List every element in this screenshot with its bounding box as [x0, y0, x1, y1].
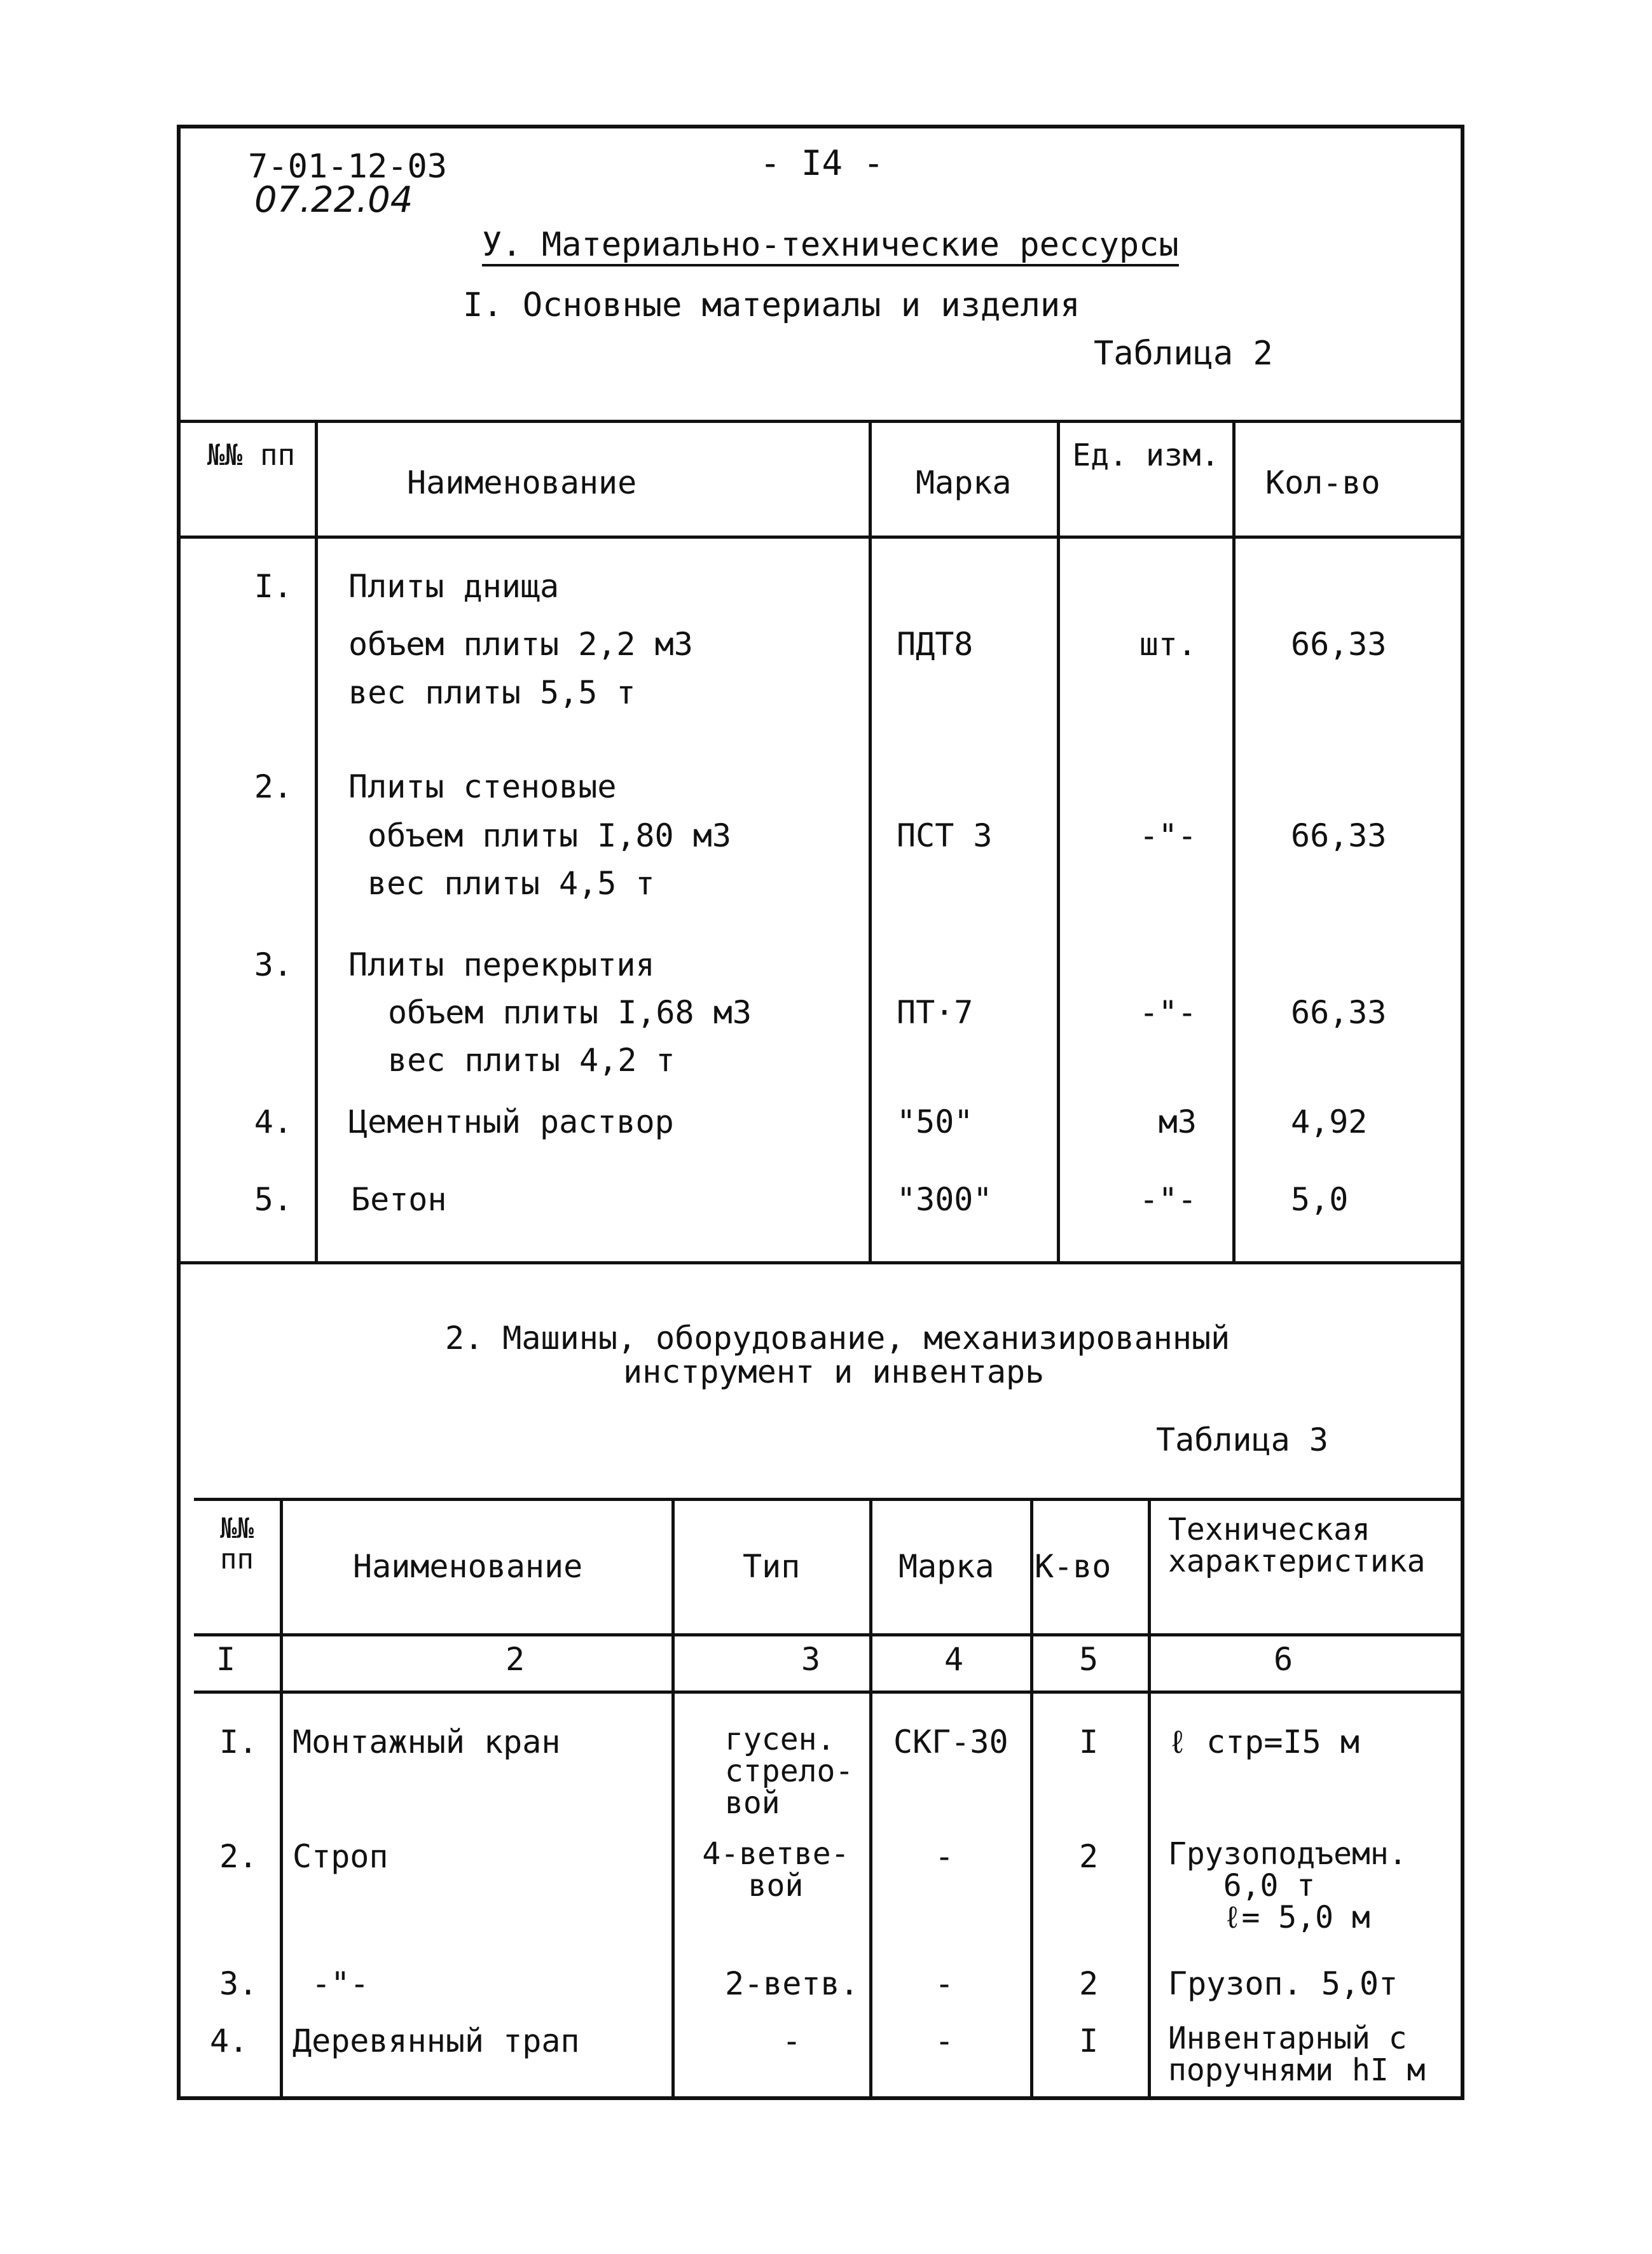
- table3-row-mark: -: [935, 2022, 954, 2059]
- table2-row-num: 5.: [254, 1181, 293, 1218]
- table3-colnum-divider: [194, 1690, 1464, 1694]
- table2-row-name: Бетон: [351, 1181, 447, 1218]
- table2-header-qty: Кол-во: [1265, 464, 1380, 501]
- table3-row-name: Строп: [293, 1838, 389, 1875]
- table2-row-name-detail: вес плиты 4,2 т: [388, 1042, 675, 1079]
- table2-row-mark: ПДТ8: [897, 626, 974, 663]
- table3-col-divider: [1030, 1498, 1033, 2100]
- table3-colnum: 3: [801, 1641, 821, 1678]
- table3-row-name: Монтажный кран: [293, 1724, 561, 1760]
- table3-row-type: гусен. стрело- вой: [725, 1722, 854, 1821]
- table3-row-mark: СКГ-30: [893, 1724, 1008, 1760]
- table2-row-unit: -"-: [1139, 994, 1197, 1031]
- table2-row-mark: ПТ·7: [897, 994, 974, 1031]
- table3-row-spec: ℓ стр=I5 м: [1168, 1724, 1359, 1760]
- table2-row-mark: ПСТ 3: [897, 817, 993, 854]
- table3-row-spec: Инвентарный с поручнями hI м: [1168, 2021, 1426, 2088]
- table2-row-name-detail: объем плиты 2,2 м3: [348, 626, 693, 663]
- page-number: - I4 -: [760, 143, 885, 183]
- table3-row-spec: Грузоп. 5,0т: [1168, 1965, 1398, 2002]
- table3-colnum: 2: [506, 1641, 525, 1678]
- table3-row-num: 3.: [219, 1965, 258, 2002]
- table2-row-name: Плиты стеновые: [348, 768, 617, 805]
- table2-col-divider: [869, 420, 872, 1262]
- table3-colnum: 4: [944, 1641, 964, 1678]
- table2-header-num: №№ пп: [207, 438, 296, 472]
- table2-row-unit: м3: [1158, 1103, 1197, 1140]
- table3-row-type: 4-ветве- вой: [702, 1836, 850, 1904]
- table2-col-divider: [1057, 420, 1060, 1262]
- table2-row-num: 2.: [254, 768, 293, 805]
- section2-title-line2: инструмент и инвентарь: [623, 1353, 1045, 1390]
- table2-header-mark: Марка: [916, 464, 1012, 501]
- section-subtitle: I. Основные материалы и изделия: [463, 286, 1080, 324]
- table3-row-type: 2-ветв.: [725, 1965, 859, 2002]
- table2-bottom-border: [177, 1261, 1464, 1264]
- table2-row-unit: -"-: [1139, 1181, 1197, 1218]
- table3-header-divider: [194, 1633, 1464, 1636]
- table3-header-spec: Техническая характеристика: [1168, 1512, 1426, 1579]
- table2-header-divider: [177, 536, 1464, 539]
- table3-colnum: 6: [1274, 1641, 1293, 1678]
- table3-row-qty: I: [1079, 2022, 1099, 2059]
- table2-col-divider: [1232, 420, 1236, 1262]
- table2-row-num: 3.: [254, 946, 293, 983]
- table3-header-qty: К-во: [1035, 1548, 1112, 1585]
- table2-col-divider: [315, 420, 318, 1262]
- table2-header-unit: Ед. изм.: [1072, 438, 1220, 473]
- table2-row-name-detail: объем плиты I,80 м3: [368, 817, 731, 854]
- table3-col-divider: [671, 1498, 675, 2100]
- doc-code: 7-01-12-03: [248, 148, 448, 186]
- table2-header-name: Наименование: [407, 464, 637, 501]
- table3-row-num: 4.: [210, 2022, 249, 2059]
- doc-code-handwritten: 07.22.04: [254, 179, 413, 221]
- table3-col-divider: [869, 1498, 872, 2100]
- table3-row-spec: Грузоподъемн. 6,0 т ℓ= 5,0 м: [1168, 1836, 1407, 1935]
- table3-colnum: I: [216, 1641, 236, 1678]
- table3-header-type: Тип: [743, 1548, 801, 1585]
- table2-label: Таблица 2: [1094, 335, 1273, 373]
- table2-row-qty: 66,33: [1291, 817, 1387, 854]
- table2-row-mark: "300": [897, 1181, 993, 1218]
- table2-row-num: 4.: [254, 1103, 293, 1140]
- table2-row-qty: 4,92: [1291, 1103, 1368, 1140]
- table3-row-num: I.: [219, 1724, 258, 1760]
- table3-row-type: -: [782, 2022, 802, 2059]
- table3-header-name: Наименование: [353, 1548, 583, 1585]
- table2-row-name: Плиты днища: [348, 568, 560, 605]
- table3-colnum: 5: [1079, 1641, 1099, 1678]
- table2-row-qty: 66,33: [1291, 994, 1387, 1031]
- table2-row-qty: 66,33: [1291, 626, 1387, 663]
- table3-row-qty: 2: [1079, 1965, 1099, 2002]
- table2-row-name: Плиты перекрытия: [348, 946, 655, 983]
- table3-row-qty: I: [1079, 1724, 1099, 1760]
- table2-row-name-detail: вес плиты 4,5 т: [368, 865, 655, 902]
- table2-row-name-detail: вес плиты 5,5 т: [348, 674, 636, 711]
- table2-row-name: Цементный раствор: [348, 1103, 674, 1140]
- table3-header-mark: Марка: [898, 1548, 995, 1585]
- table2-row-num: I.: [254, 568, 293, 605]
- table3-row-name: -"-: [312, 1965, 369, 2002]
- table2-row-name-detail: объем плиты I,68 м3: [388, 994, 752, 1031]
- table2-row-unit: -"-: [1139, 817, 1197, 854]
- table2-top-border: [177, 420, 1464, 423]
- table3-row-mark: -: [935, 1838, 954, 1875]
- table3-header-num: №№ пп: [220, 1512, 254, 1575]
- table2-row-mark: "50": [897, 1103, 974, 1140]
- section2-title: 2. Машины, оборудование, механизированный: [445, 1320, 1230, 1357]
- table3-col-divider: [280, 1498, 283, 2100]
- table3-row-num: 2.: [219, 1838, 258, 1875]
- table3-col-divider: [1148, 1498, 1151, 2100]
- table3-row-qty: 2: [1079, 1838, 1099, 1875]
- table3-row-name: Деревянный трап: [293, 2022, 580, 2059]
- table3-top-border: [194, 1498, 1464, 1501]
- table2-row-unit: шт.: [1139, 626, 1197, 663]
- section-title: У. Материально-технические рессурсы: [482, 226, 1179, 266]
- table3-row-mark: -: [935, 1965, 954, 2002]
- table2-row-qty: 5,0: [1291, 1181, 1349, 1218]
- table3-label: Таблица 3: [1156, 1421, 1328, 1458]
